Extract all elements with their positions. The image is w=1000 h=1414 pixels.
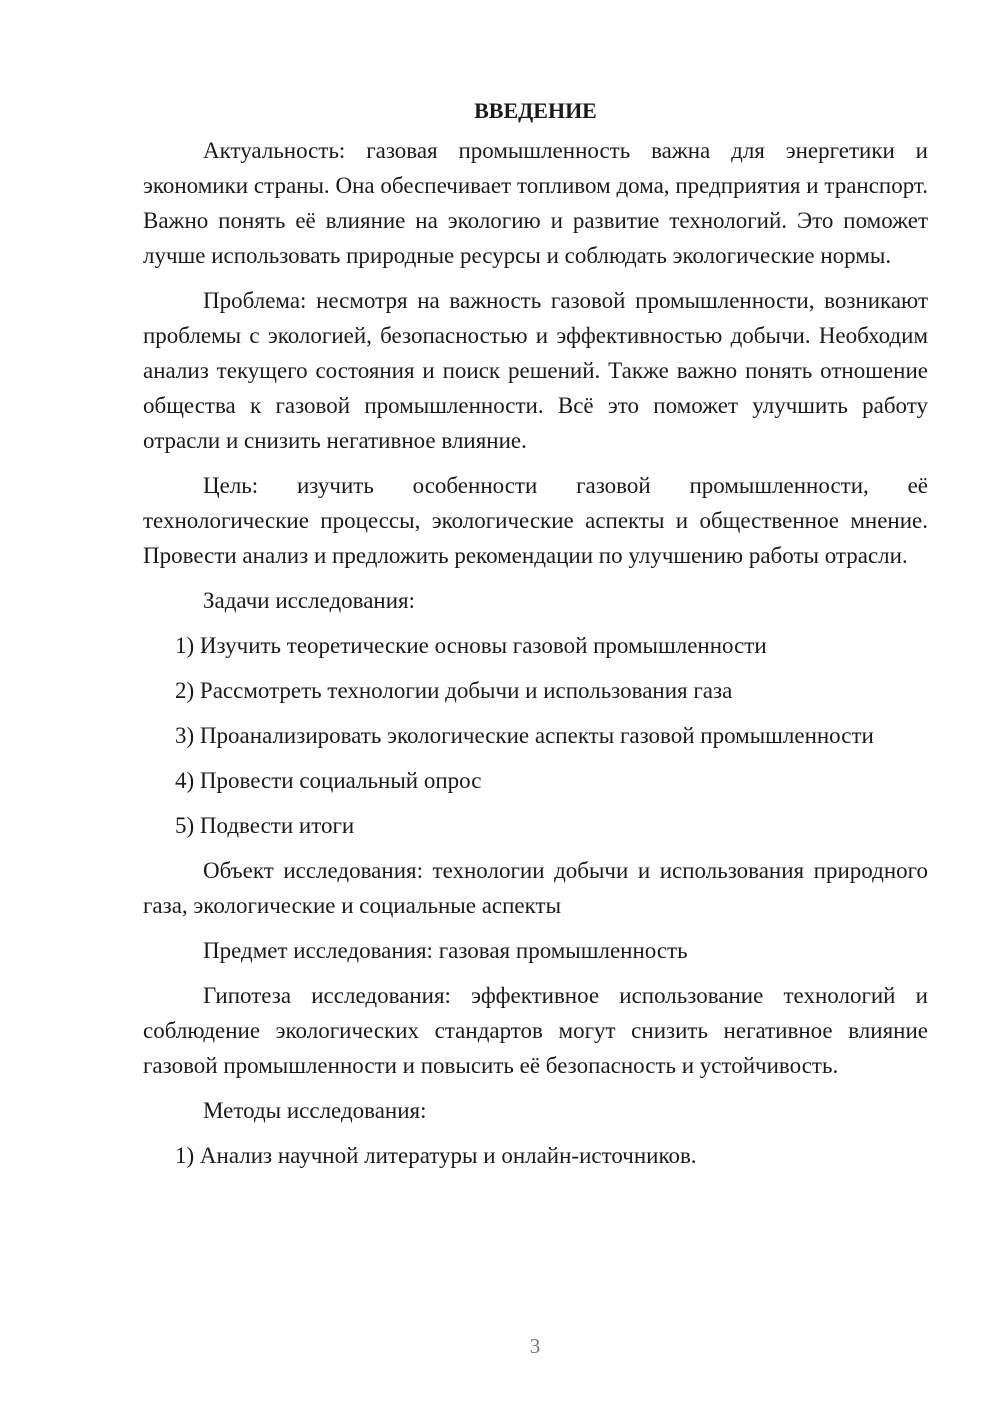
paragraph-goal: Цель: изучить особенности газовой промышленности, её технологические процессы, экологические аспекты и общественное мнение. Провести анализ и предложить рекомендации по улучшению работы отрасли. [143, 473, 928, 568]
task-item-2: 2) Рассмотреть технологии добычи и использования газа [175, 678, 733, 703]
tasks-heading: Задачи исследования: [203, 588, 416, 613]
paragraph-subject: Предмет исследования: газовая промышленность [203, 938, 688, 963]
methods-heading: Методы исследования: [203, 1098, 427, 1123]
paragraph-relevance: Актуальность: газовая промышленность важна для энергетики и экономики страны. Она обеспечивает топливом дома, предприятия и транспорт. Важно понять её влияние на экологию и развитие технологий. Это поможет лучше использовать природные ресурсы и соблюдать экологические нормы. [143, 138, 928, 268]
task-item-4: 4) Провести социальный опрос [175, 768, 482, 793]
task-item-3: 3) Проанализировать экологические аспекты газовой промышленности [175, 723, 874, 748]
paragraph-hypothesis: Гипотеза исследования: эффективное использование технологий и соблюдение экологических стандартов могут снизить негативное влияние газовой промышленности и повысить её безопасность и устойчивость. [143, 983, 928, 1078]
section-title: ВВЕДЕНИЕ [474, 98, 597, 123]
task-item-5: 5) Подвести итоги [175, 813, 355, 838]
paragraph-object: Объект исследования: технологии добычи и использования природного газа, экологические и социальные аспекты [143, 858, 928, 918]
document-body [143, 93, 928, 1183]
method-item-1: 1) Анализ научной литературы и онлайн-источников. [175, 1143, 697, 1168]
paragraph-problem: Проблема: несмотря на важность газовой промышленности, возникают проблемы с экологией, безопасностью и эффективностью добычи. Необходим анализ текущего состояния и поиск решений. Также важно понять отношение общества к газовой промышленности. Всё это поможет улучшить работу отрасли и снизить негативное влияние. [143, 288, 928, 453]
page-number: 3 [529, 1334, 541, 1358]
task-item-1: 1) Изучить теоретические основы газовой промышленности [175, 633, 767, 658]
